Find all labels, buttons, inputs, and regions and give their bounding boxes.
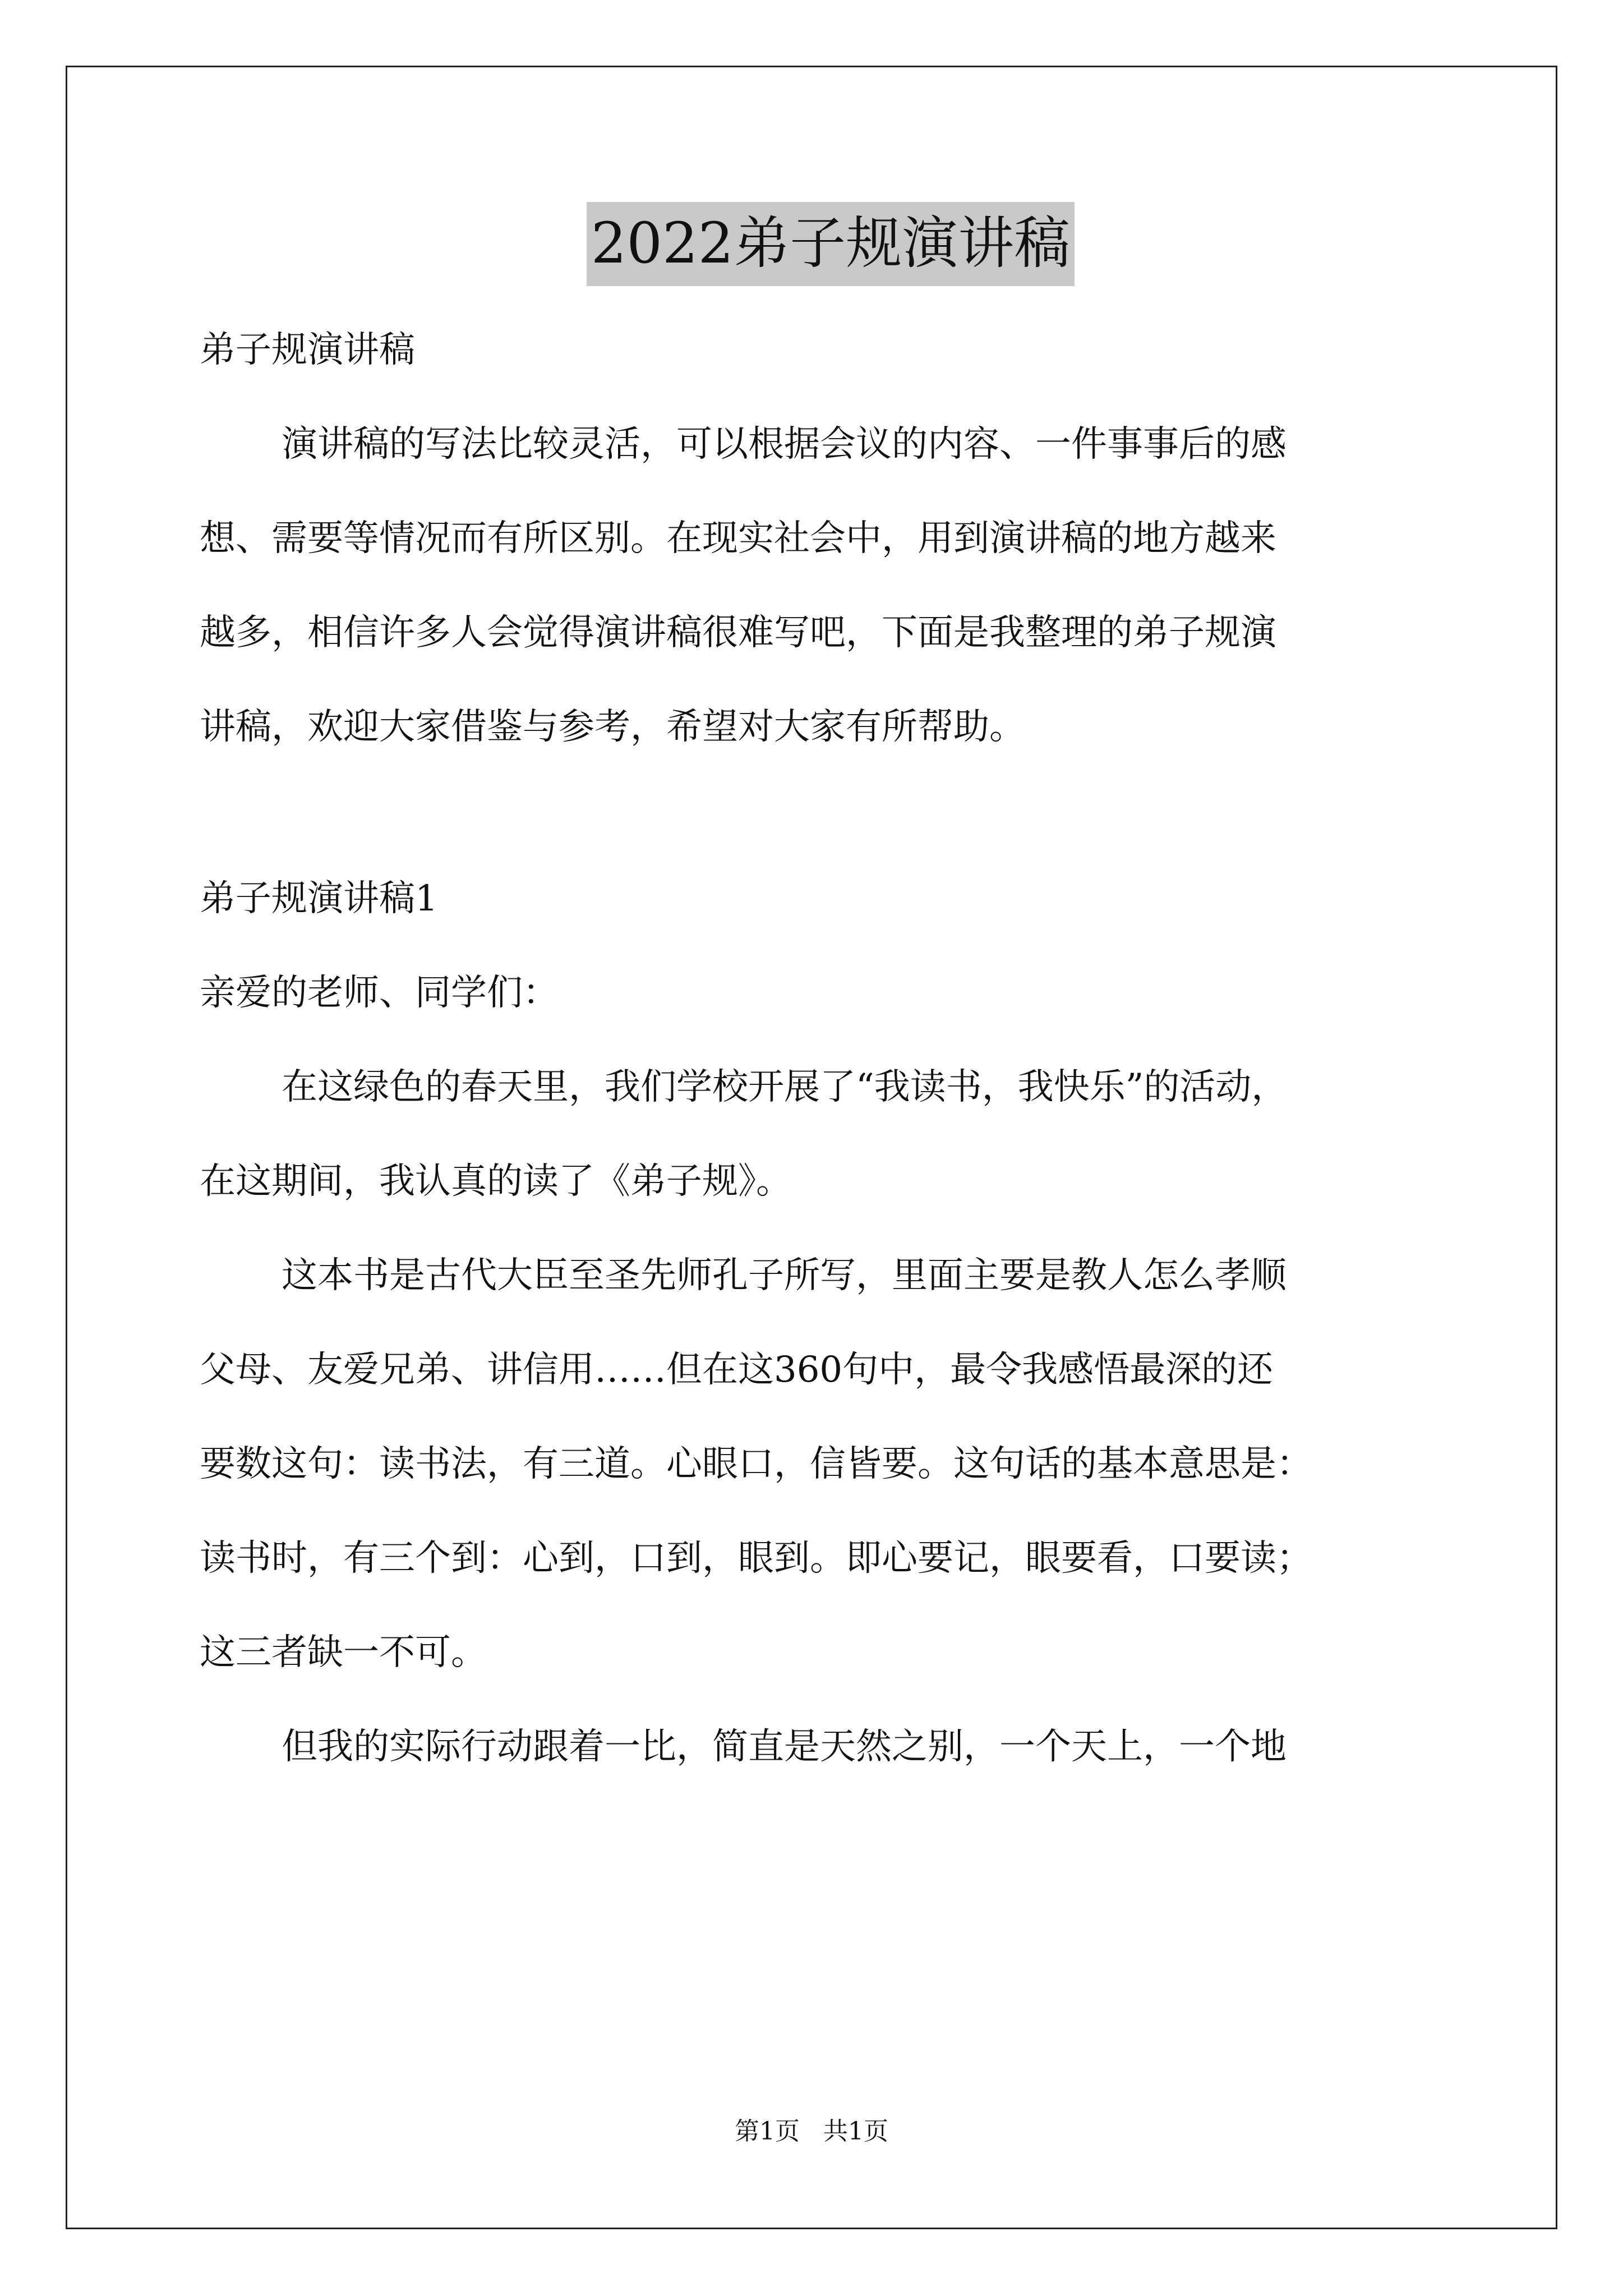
para2-line-2: 父母、友爱兄弟、讲信用……但在这360句中，最令我感悟最深的还 [200,1349,1274,1391]
intro-line-1: 演讲稿的写法比较灵活，可以根据会议的内容、一件事事后的感 [282,424,1287,465]
para1-line-2: 在这期间，我认真的读了《弟子规》。 [200,1161,792,1202]
intro-line-3: 越多，相信许多人会觉得演讲稿很难写吧，下面是我整理的弟子规演 [200,612,1276,654]
document-subtitle: 弟子规演讲稿 [200,329,415,371]
page-footer: 第1页 共1页 [735,2117,888,2146]
intro-line-2: 想、需要等情况而有所区别。在现实社会中，用到演讲稿的地方越来 [200,518,1276,559]
para3-line-1: 但我的实际行动跟着一比，简直是天然之别，一个天上，一个地 [282,1726,1287,1768]
title-container [200,202,1461,286]
para2-line-5: 这三者缺一不可。 [200,1632,487,1673]
para2-line-4: 读书时，有三个到：心到，口到，眼到。即心要记，眼要看，口要读； [200,1538,1312,1579]
salutation: 亲爱的老师、同学们： [200,972,559,1014]
para1-line-1: 在这绿色的春天里，我们学校开展了“我读书，我快乐”的活动， [282,1066,1288,1108]
intro-line-4: 讲稿，欢迎大家借鉴与参考，希望对大家有所帮助。 [200,706,1025,748]
document-body [200,202,1461,1770]
para2-line-1: 这本书是古代大臣至圣先师孔子所写，里面主要是教人怎么孝顺 [282,1255,1287,1296]
para2-line-3: 要数这句：读书法，有三道。心眼口，信皆要。这句话的基本意思是： [200,1443,1312,1485]
section-heading: 弟子规演讲稿1 [200,878,438,919]
document-title: 2022弟子规演讲稿 [587,202,1075,286]
